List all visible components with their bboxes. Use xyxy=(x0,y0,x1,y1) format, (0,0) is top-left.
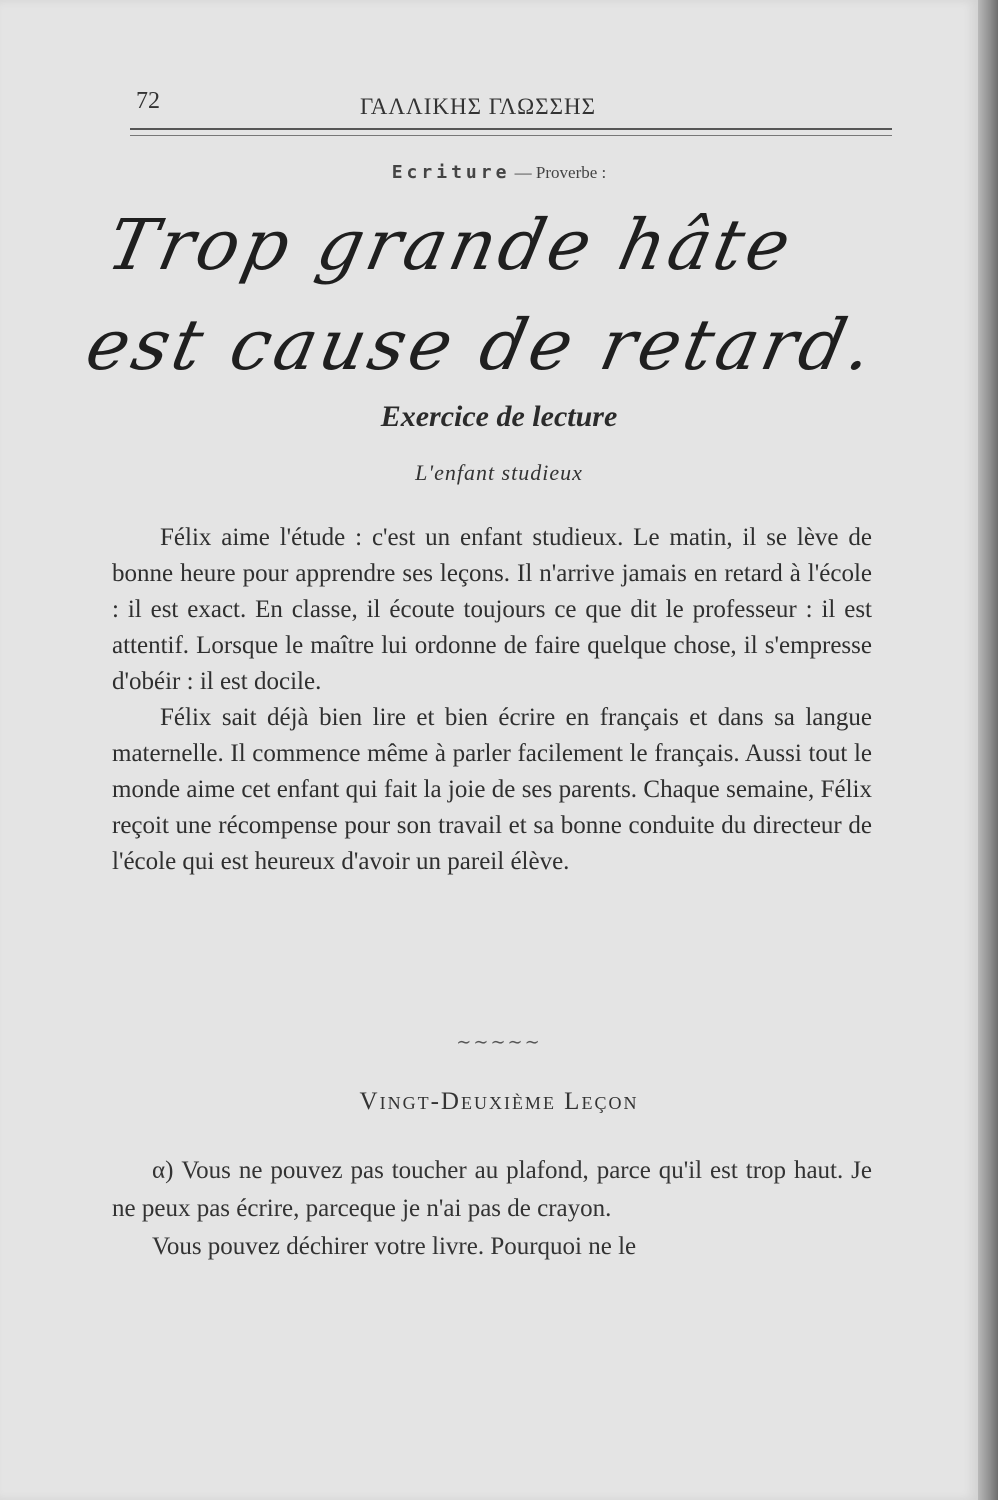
section-divider-ornament: ∼∼∼∼∼ xyxy=(456,1032,542,1052)
lesson-paragraph: Vous pouvez déchirer votre livre. Pourquoi ne le xyxy=(152,1233,637,1260)
page-number: 72 xyxy=(136,88,160,114)
reading-exercise-subtitle: L'enfant studieux xyxy=(415,460,583,485)
writing-label-strong: Ecriture xyxy=(391,162,511,183)
lesson-paragraph: α) Vous ne pouvez pas toucher au plafond, parce qu'il est trop haut. Je ne peux pas écrire, parceque je n'ai pas de crayon. xyxy=(112,1157,872,1222)
page-header xyxy=(130,80,892,140)
running-title: ΓΑΛΛΙΚΗΣ ΓΛΩΣΣΗΣ xyxy=(360,94,596,119)
reading-exercise-title: Exercice de lecture xyxy=(380,400,618,433)
handwritten-proverb: Trop grande hâte est cause de retard. xyxy=(79,204,884,386)
page-edge xyxy=(978,0,998,1500)
reading-paragraph: Félix sait déjà bien lire et bien écrire en français et dans sa langue maternelle. Il commence même à parler facilement le français. Aussi tout le monde aime cet enfant qui fait la joie de ses parents. Chaque semaine, Félix reçoit une récompense pour son travail et sa bonne conduite du directeur de l'école qui est heureux d'avoir un pareil élève. xyxy=(112,704,872,875)
writing-exercise-label xyxy=(0,162,998,183)
reading-paragraph: Félix aime l'étude : c'est un enfant studieux. Le matin, il se lève de bonne heure pour apprendre ses leçons. Il n'arrive jamais en retard à l'école : il est exact. En classe, il écoute toujours ce que dit le professeur : il est attentif. Lorsque le maître lui ordonne de faire quelque chose, il s'empresse d'obéir : il est docile. xyxy=(112,524,872,695)
lesson-title: Vingt-Deuxième Leçon xyxy=(359,1088,639,1115)
writing-label-rest: — Proverbe : xyxy=(510,163,607,182)
header-rule xyxy=(130,128,892,130)
header-rule-thin xyxy=(130,135,892,136)
reading-text xyxy=(112,520,872,880)
lesson-text xyxy=(112,1152,872,1266)
